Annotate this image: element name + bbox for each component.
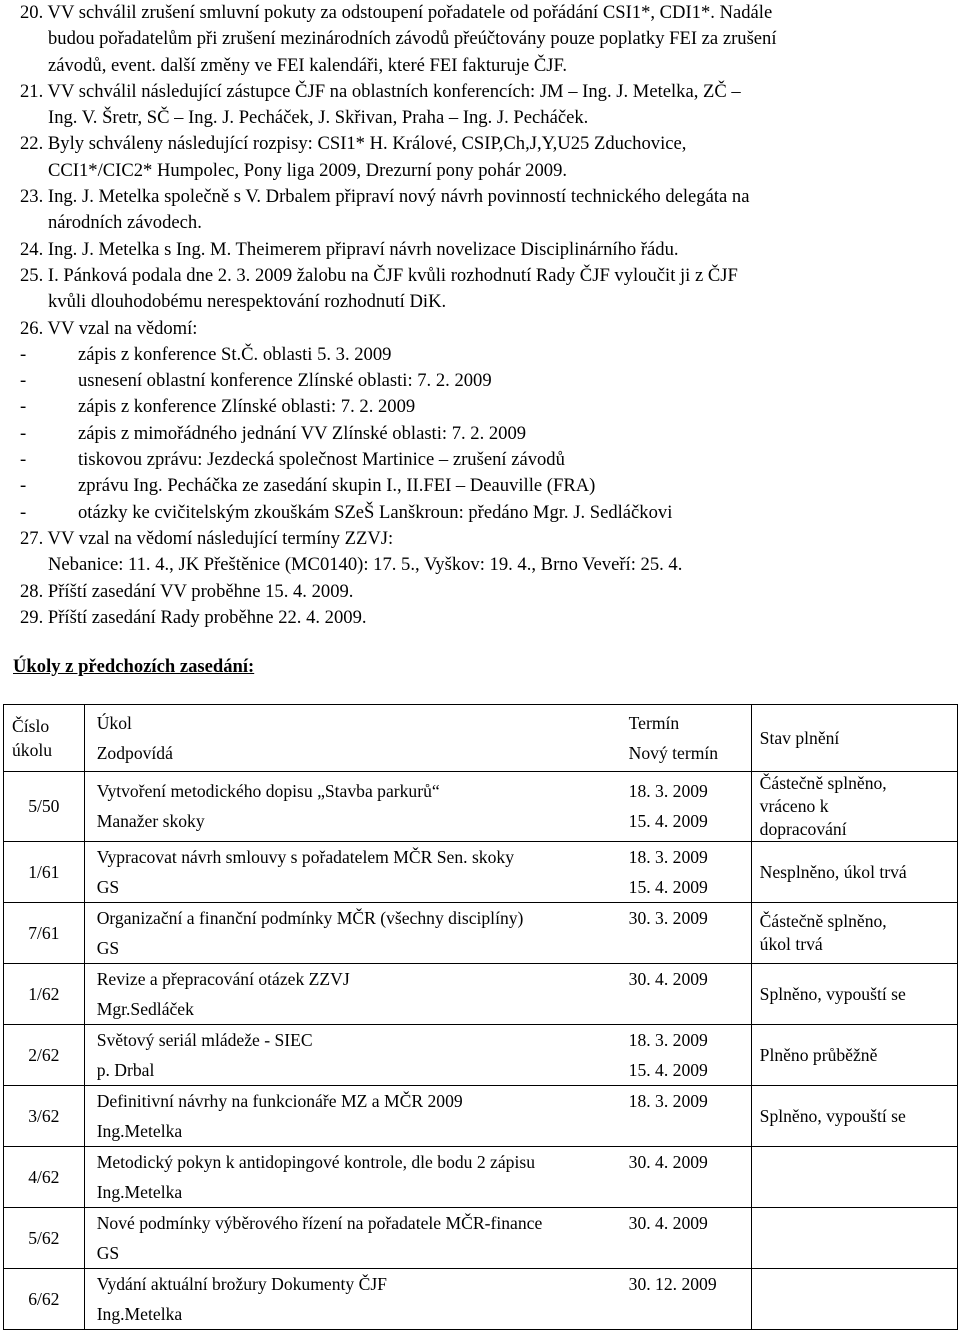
task-new-term: 15. 4. 2009	[628, 876, 708, 897]
task-term: 18. 3. 2009	[628, 1090, 708, 1111]
task-number-cell: 5/50	[4, 772, 85, 842]
task-new-term: 15. 4. 2009	[628, 811, 708, 831]
dash-list-item: - zápis z mimořádného jednání VV Zlínské oblasti: 7. 2. 2009	[20, 422, 527, 444]
task-text: Světový seriál mládeže - SIEC	[96, 1029, 313, 1050]
task-status-cell	[751, 1269, 957, 1330]
text-line: národních závodech.	[48, 212, 202, 234]
task-term: 18. 3. 2009	[628, 781, 708, 801]
task-number-cell: 2/62	[4, 1025, 85, 1086]
task-term: 30. 3. 2009	[628, 907, 708, 928]
task-cell	[84, 1025, 751, 1086]
header-number-cell: Číslo úkolu	[4, 705, 85, 772]
task-status-cell	[751, 772, 957, 842]
task-status-cell	[751, 964, 957, 1025]
text-line: 26. VV vzal na vědomí:	[20, 317, 198, 339]
text-line: 20. VV schválil zrušení smluvní pokuty za odstoupení pořadatele od pořádání CSI1*, CDI1*. Nadále	[20, 2, 773, 23]
task-term: 30. 4. 2009	[628, 1212, 708, 1233]
status-line: Částečně splněno,	[759, 911, 887, 931]
dash-list-item: - zápis z konference Zlínské oblasti: 7. 2. 2009	[20, 396, 416, 418]
task-number-cell: 1/61	[4, 842, 85, 903]
text-line: Ing. V. Šretr, SČ – Ing. J. Pecháček, J. Skřivan, Praha – Ing. J. Pecháček.	[48, 107, 589, 129]
text-line: CCI1*/CIC2* Humpolec, Pony liga 2009, Drezurní pony pohár 2009.	[48, 159, 568, 181]
task-responsible: Mgr.Sedláček	[96, 998, 194, 1019]
status-line: Splněno, vypouští se	[759, 1105, 906, 1126]
task-term: 30. 4. 2009	[628, 968, 708, 989]
task-number-cell: 1/62	[4, 964, 85, 1025]
dash-list-item: - otázky ke cvičitelským zkouškám SZeŠ Lanškroun: předáno Mgr. J. Sedláčkovi	[20, 501, 673, 523]
task-text: Nové podmínky výběrového řízení na pořadatele MČR-finance	[96, 1212, 543, 1233]
status-line: Splněno, vypouští se	[759, 983, 906, 1004]
text-line: 25. I. Pánková podala dne 2. 3. 2009 žalobu na ČJF kvůli rozhodnutí Rady ČJF vyloučit ji z ČJF	[20, 264, 738, 286]
dash-list-item: - tiskovou zprávu: Jezdecká společnost Martinice – zrušení závodů	[20, 449, 565, 471]
task-new-term: 15. 4. 2009	[628, 1059, 708, 1080]
task-text: Organizační a finanční podmínky MČR (všechny disciplíny)	[96, 907, 524, 928]
status-line: úkol trvá	[759, 934, 823, 954]
task-term: 30. 4. 2009	[628, 1151, 708, 1172]
task-term: 18. 3. 2009	[628, 846, 708, 867]
status-line: Částečně splněno,	[759, 773, 887, 793]
task-responsible: GS	[96, 876, 120, 897]
status-line: vráceno k	[759, 796, 829, 816]
task-text: Revize a přepracování otázek ZZVJ	[96, 968, 350, 989]
section-heading: Úkoly z předchozích zasedání:	[13, 656, 255, 677]
table-row	[4, 903, 958, 964]
task-term: 18. 3. 2009	[628, 1029, 708, 1050]
task-responsible: GS	[96, 937, 120, 958]
table-row	[4, 1025, 958, 1086]
text-line: 24. Ing. J. Metelka s Ing. M. Theimerem připraví návrh novelizace Disciplinárního řádu.	[20, 238, 679, 260]
task-number-cell: 6/62	[4, 1269, 85, 1330]
task-cell	[84, 1147, 751, 1208]
table-row	[4, 1269, 958, 1330]
task-text: Vypracovat návrh smlouvy s pořadatelem MČR Sen. skoky	[96, 846, 514, 867]
text-line: Nebanice: 11. 4., JK Přeštěnice (MC0140): 17. 5., Vyškov: 19. 4., Brno Veveří: 25. 4.	[48, 554, 683, 576]
task-responsible: GS	[96, 1242, 120, 1263]
task-status-cell	[751, 903, 957, 964]
table-row	[4, 1086, 958, 1147]
task-term: 30. 12. 2009	[628, 1273, 717, 1294]
task-text: Definitivní návrhy na funkcionáře MZ a MČR 2009	[96, 1090, 463, 1111]
text-line: 21. VV schválil následující zástupce ČJF na oblastních konferencích: JM – Ing. J. Metelka, ZČ –	[20, 80, 741, 102]
task-responsible: Ing.Metelka	[96, 1181, 183, 1202]
task-responsible: p. Drbal	[96, 1059, 155, 1080]
task-cell	[84, 964, 751, 1025]
tasks-table	[3, 704, 958, 1330]
task-number-cell: 3/62	[4, 1086, 85, 1147]
task-number-cell: 7/61	[4, 903, 85, 964]
text-line: závodů, event. další změny ve FEI kalendáři, které FEI fakturuje ČJF.	[48, 54, 567, 76]
task-status-cell	[751, 1208, 957, 1269]
text-line: 29. Příští zasedání Rady proběhne 22. 4. 2009.	[20, 606, 367, 628]
task-text: Metodický pokyn k antidopingové kontrole, dle bodu 2 zápisu	[96, 1151, 535, 1172]
table-row	[4, 964, 958, 1025]
table-row	[4, 1147, 958, 1208]
text-line: budou pořadatelům při zrušení mezinárodních závodů přeúčtovány pouze poplatky FEI za zrušení	[48, 28, 777, 50]
status-line: dopracování	[759, 819, 847, 839]
task-cell	[84, 1086, 751, 1147]
table-row	[4, 772, 958, 842]
task-responsible: Ing.Metelka	[96, 1120, 183, 1141]
task-text: Vytvoření metodického dopisu „Stavba parkurů“	[96, 781, 440, 801]
task-status-cell	[751, 842, 957, 903]
task-responsible: Ing.Metelka	[96, 1303, 183, 1324]
task-cell	[84, 1208, 751, 1269]
dash-list-item: - usnesení oblastní konference Zlínské oblasti: 7. 2. 2009	[20, 370, 492, 392]
task-cell	[84, 772, 751, 842]
task-responsible: Manažer skoky	[96, 811, 205, 831]
dash-list-item: - zápis z konference St.Č. oblasti 5. 3. 2009	[20, 343, 392, 365]
task-text: Vydání aktuální brožury Dokumenty ČJF	[96, 1273, 387, 1294]
task-number-cell: 4/62	[4, 1147, 85, 1208]
task-cell	[84, 1269, 751, 1330]
table-row	[4, 1208, 958, 1269]
header-status-cell: Stav plnění	[751, 705, 957, 772]
dash-list-item: - zprávu Ing. Pecháčka ze zasedání skupin I., II.FEI – Deauville (FRA)	[20, 475, 596, 497]
task-status-cell	[751, 1147, 957, 1208]
text-line: 28. Příští zasedání VV proběhne 15. 4. 2009.	[20, 580, 354, 602]
text-line: 27. VV vzal na vědomí následující termíny ZZVJ:	[20, 527, 394, 549]
text-line: 22. Byly schváleny následující rozpisy: CSI1* H. Králové, CSIP,Ch,J,Y,U25 Zduchovice,	[20, 133, 687, 155]
header-task-cell: Úkol Termín Zodpovídá Nový termín	[84, 705, 751, 772]
task-status-cell	[751, 1086, 957, 1147]
minutes-text	[20, 0, 950, 631]
status-line: Plněno průběžně	[759, 1044, 878, 1065]
task-cell	[84, 903, 751, 964]
status-line: Nesplněno, úkol trvá	[759, 861, 907, 882]
table-header-row	[4, 705, 958, 772]
task-cell	[84, 842, 751, 903]
text-line: 23. Ing. J. Metelka společně s V. Drbalem připraví nový návrh povinností technického delegáta na	[20, 186, 750, 208]
text-line: kvůli dlouhodobému nerespektování rozhodnutí DiK.	[48, 291, 447, 313]
task-status-cell	[751, 1025, 957, 1086]
task-number-cell: 5/62	[4, 1208, 85, 1269]
table-row	[4, 842, 958, 903]
